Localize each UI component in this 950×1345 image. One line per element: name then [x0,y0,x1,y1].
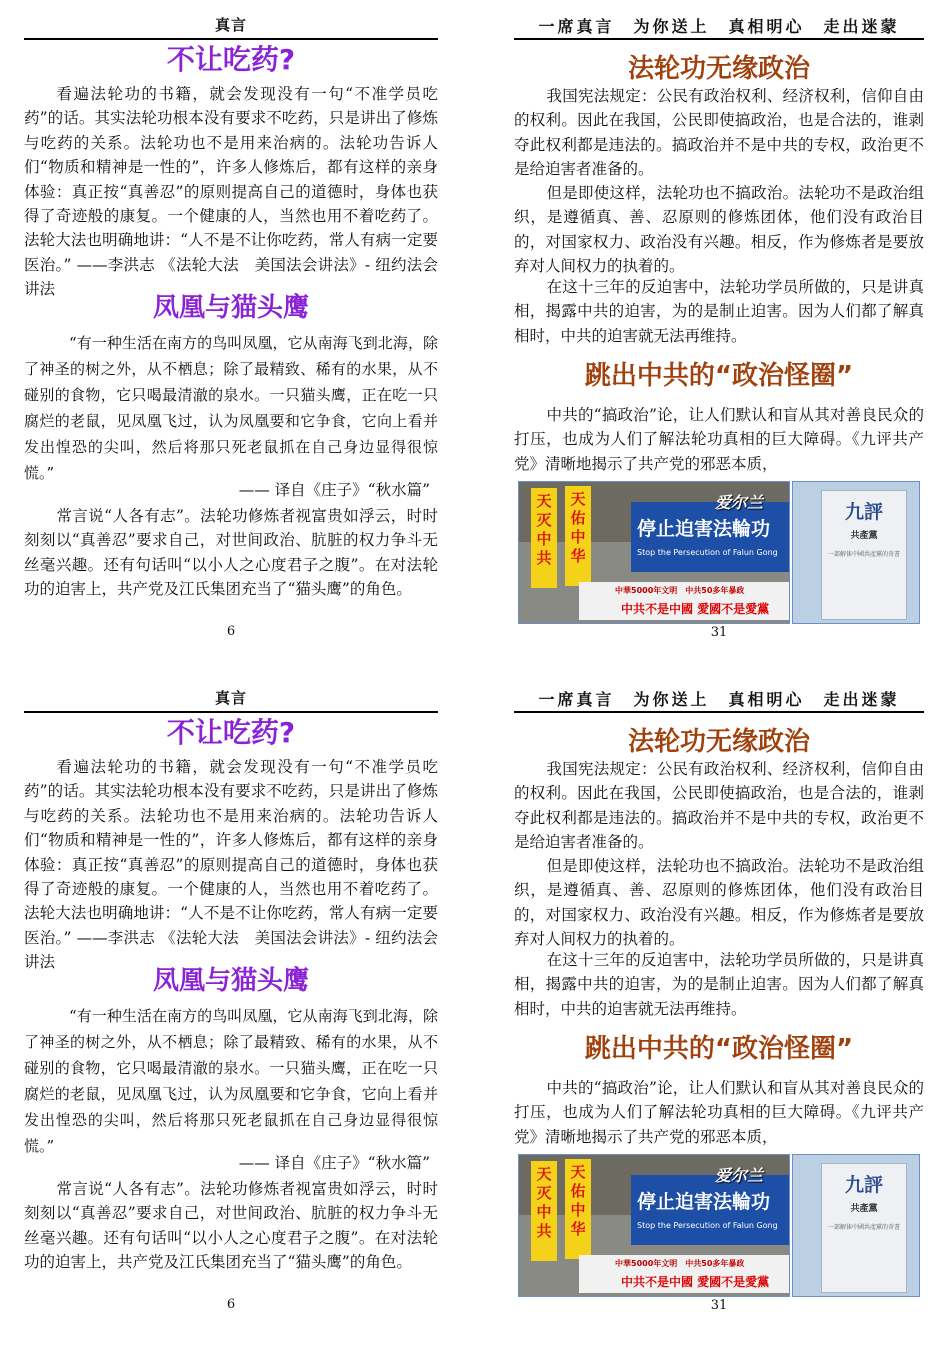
banner-vertical-right: 天佑中华 [565,1159,591,1259]
paragraph-nine-commentaries: 中共的“搞政治”论，让人们默认和盲从其对善良民众的打压，也成为人们了解法轮功真相的巨大障碍。《九评共产党》清晰地揭示了共产党的邪恶本质， [514,1079,924,1146]
paragraph-nine-commentaries: 中共的“搞政治”论，让人们默认和盲从其对善良民众的打压，也成为人们了解法轮功真相的巨大障碍。《九评共产党》清晰地揭示了共产党的邪恶本质， [514,406,924,473]
nine-commentaries-photo [792,481,920,624]
banner-vertical-right: 天佑中华 [565,486,591,586]
page-number: 31 [710,1298,728,1313]
paragraph-medicine: 看遍法轮功的书籍，就会发现没有一句“不准学员吃药”的话。其实法轮功根本没有要求不吃药，只是讲出了修炼与吃药的关系。法轮功也不是用来治病的。法轮功告诉人们“物质和精神是一性的”，许多人修炼后，都有这样的亲身体验：真正按“真善忍”的原则提高自己的道德时，身体也获得了奇迹般的康复。一个健康的人，当然也用不着吃药了。法轮大法也明确地讲：“人不是不让你吃药，常人有病一定要医治。” ——李洪志 《法轮大法 美国法会讲法》- 纽约法会讲法 [24,85,438,299]
sheet-bottom [0,673,950,1345]
protest-photo [518,481,790,624]
sign-subtitle: 共產黨 [850,531,878,541]
title-political-circle: 跳出中共的“政治怪圈” [584,1034,854,1064]
quote-zhuangzi: “有一种生活在南方的鸟叫凤凰，它从南海飞到北海，除了神圣的树之外，从不栖息；除了最精致、稀有的水果，从不碰别的食物，它只喝最清澈的泉水。一只猫头鹰，正在吃一只腐烂的老鼠，见凤凰飞过，认为凤凰要和它争食，它向上看并发出惶恐的尖叫，然后将那只死老鼠抓在自己身边显得很惊慌。” [24,334,438,482]
quote-zhuangzi: “有一种生活在南方的鸟叫凤凰，它从南海飞到北海，除了神圣的树之外，从不栖息；除了最精致、稀有的水果，从不碰别的食物，它只喝最清澈的泉水。一只猫头鹰，正在吃一只腐烂的老鼠，见凤凰飞过，认为凤凰要和它争食，它向上看并发出惶恐的尖叫，然后将那只死老鼠抓在自己身边显得很惊慌。” [24,1007,438,1155]
sign-small: 一部解体中國共產黨的奇書 [827,1224,900,1231]
blue-banner-main: 停止迫害法輪功 [637,1191,771,1213]
sign-title: 九評 [844,501,883,523]
paragraph-thirteen-years: 在这十三年的反迫害中，法轮功学员所做的，只是讲真相，揭露中共的迫害，为的是制止迫害。因为人们都了解真相时，中共的迫害就无法再维持。 [514,278,924,345]
running-head: 一席真言 为你送上 真相明心 走出迷蒙 [514,14,924,40]
quote-source: —— 译自《庄子》“秋水篇” [238,1154,430,1172]
left-page [24,673,438,1345]
white-banner [579,582,789,620]
right-page [514,0,924,672]
blue-banner-sub: Stop the Persecution of Falun Gong [637,1221,778,1230]
page-number: 6 [226,1297,236,1312]
sheet-top [0,0,950,672]
protest-photo [518,1154,790,1297]
paragraph-thirteen-years: 在这十三年的反迫害中，法轮功学员所做的，只是讲真相，揭露中共的迫害，为的是制止迫害。因为人们都了解真相时，中共的迫害就无法再维持。 [514,951,924,1018]
blue-banner [631,1175,789,1245]
running-head: 一席真言 为你送上 真相明心 走出迷蒙 [514,687,924,713]
blue-banner [631,502,789,572]
paragraph-not-political: 但是即使这样，法轮功也不搞政治。法轮功不是政治组织，是遵循真、善、忍原则的修炼团体，他们没有政治目的，对国家权力、政治没有兴趣。相反，作为修炼者是要放弃对人间权力的执着的。 [514,184,924,276]
left-page [24,0,438,672]
paragraph-owl-role: 常言说“人各有志”。法轮功修炼者视富贵如浮云，时时刻刻以“真善忍”要求自己，对世间政治、肮脏的权力争斗无丝毫兴趣。还有句话叫“以小人之心度君子之腹”。在对法轮功的迫害上，共产党及江氏集团充当了“猫头鹰”的角色。 [24,1180,438,1272]
title-no-politics: 法轮功无缘政治 [627,727,810,757]
blue-banner-main: 停止迫害法輪功 [637,518,771,540]
paragraph-owl-role: 常言说“人各有志”。法轮功修炼者视富贵如浮云，时时刻刻以“真善忍”要求自己，对世间政治、肮脏的权力争斗无丝毫兴趣。还有句话叫“以小人之心度君子之腹”。在对法轮功的迫害上，共产党及江氏集团充当了“猫头鹰”的角色。 [24,507,438,599]
book-sign [821,1163,907,1293]
paragraph-constitution: 我国宪法规定：公民有政治权利、经济权利，信仰自由的权利。因此在我国，公民即使搞政治，也是合法的，谁剥夺此权利都是违法的。搞政治并不是中共的专权，政治更不是给迫害者准备的。 [514,760,924,852]
white-banner-line2: 中共不是中國 愛國不是愛黨 [621,602,770,616]
white-banner-line1: 中華5000年文明 中共50多年暴政 [615,1259,745,1268]
title-phoenix-owl: 凤凰与猫头鹰 [152,966,309,996]
right-page [514,673,924,1345]
title-political-circle: 跳出中共的“政治怪圈” [584,361,854,391]
blue-banner-sub: Stop the Persecution of Falun Gong [637,548,778,557]
sign-small: 一部解体中國共產黨的奇書 [827,551,900,558]
running-head: 真言 [24,14,438,40]
paragraph-not-political: 但是即使这样，法轮功也不搞政治。法轮功不是政治组织，是遵循真、善、忍原则的修炼团体，他们没有政治目的，对国家权力、政治没有兴趣。相反，作为修炼者是要放弃对人间权力的执着的。 [514,857,924,949]
sign-subtitle: 共產黨 [850,1204,878,1214]
white-banner-line2: 中共不是中國 愛國不是愛黨 [621,1275,770,1289]
quote-source: —— 译自《庄子》“秋水篇” [238,481,430,499]
white-banner [579,1255,789,1293]
white-banner-line1: 中華5000年文明 中共50多年暴政 [615,586,745,595]
banner-vertical-left: 天灭中共 [531,1161,557,1261]
running-head: 真言 [24,687,438,713]
title-no-medicine: 不让吃药? [166,43,296,76]
nine-commentaries-photo [792,1154,920,1297]
sign-title: 九評 [844,1174,883,1196]
title-no-politics: 法轮功无缘政治 [627,54,810,84]
page-number: 6 [226,624,236,639]
photo-caption: 爱尔兰 [715,1166,764,1185]
paragraph-constitution: 我国宪法规定：公民有政治权利、经济权利，信仰自由的权利。因此在我国，公民即使搞政治，也是合法的，谁剥夺此权利都是违法的。搞政治并不是中共的专权，政治更不是给迫害者准备的。 [514,87,924,179]
paragraph-medicine: 看遍法轮功的书籍，就会发现没有一句“不准学员吃药”的话。其实法轮功根本没有要求不吃药，只是讲出了修炼与吃药的关系。法轮功也不是用来治病的。法轮功告诉人们“物质和精神是一性的”，许多人修炼后，都有这样的亲身体验：真正按“真善忍”的原则提高自己的道德时，身体也获得了奇迹般的康复。一个健康的人，当然也用不着吃药了。法轮大法也明确地讲：“人不是不让你吃药，常人有病一定要医治。” ——李洪志 《法轮大法 美国法会讲法》- 纽约法会讲法 [24,758,438,972]
page-number: 31 [710,625,728,640]
book-sign [821,490,907,620]
title-phoenix-owl: 凤凰与猫头鹰 [152,293,309,323]
banner-vertical-left: 天灭中共 [531,488,557,588]
title-no-medicine: 不让吃药? [166,716,296,749]
photo-caption: 爱尔兰 [715,493,764,512]
